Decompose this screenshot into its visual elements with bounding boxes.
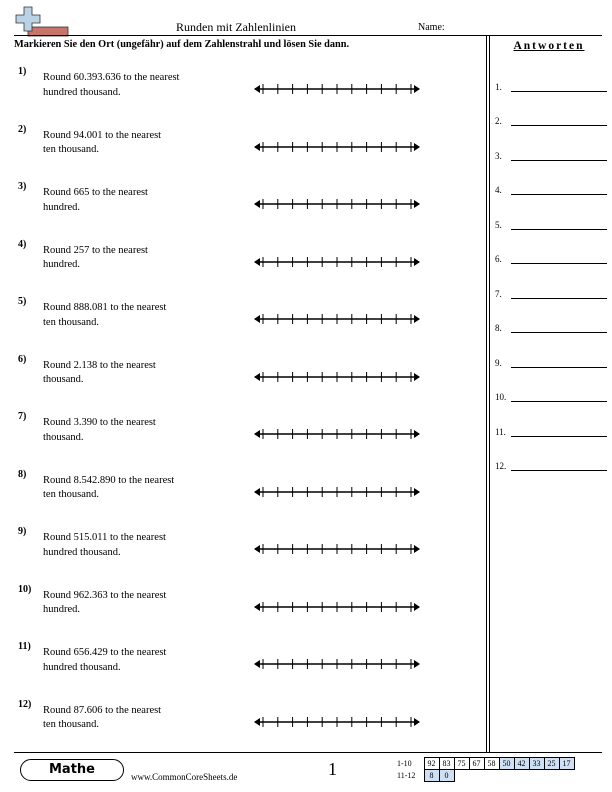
answer-row <box>495 285 607 299</box>
problem-text-line: hundred. <box>43 604 81 615</box>
problem-text-line: Round 94.001 to the nearest <box>43 129 162 141</box>
answer-blank[interactable] <box>511 91 607 92</box>
arrow-right-icon <box>414 545 420 553</box>
answer-blank[interactable] <box>511 332 607 333</box>
problem-item <box>18 181 478 221</box>
score-cell: 33 <box>529 758 544 770</box>
number-line[interactable] <box>253 426 421 442</box>
number-line[interactable] <box>253 541 421 557</box>
answer-number: 10. <box>495 392 507 402</box>
problem-text <box>43 301 218 330</box>
score-cell: 83 <box>439 758 454 770</box>
arrow-right-icon <box>414 315 420 323</box>
arrow-left-icon <box>254 545 260 553</box>
footer-divider <box>14 752 602 753</box>
problem-text <box>43 359 218 388</box>
arrow-right-icon <box>414 430 420 438</box>
problem-item <box>18 584 478 624</box>
answer-number: 5. <box>495 220 502 230</box>
answer-row <box>495 216 607 230</box>
problem-number: 10) <box>18 583 32 595</box>
answer-row <box>495 354 607 368</box>
number-line[interactable] <box>253 714 421 730</box>
answer-number: 3. <box>495 151 502 161</box>
problem-text-line: ten thousand. <box>43 144 99 155</box>
problem-item <box>18 296 478 336</box>
arrow-left-icon <box>254 488 260 496</box>
page-number: 1 <box>328 759 337 779</box>
problem-number: 7) <box>18 411 27 422</box>
problem-text-line: ten thousand. <box>43 489 99 500</box>
answer-number: 8. <box>495 323 502 333</box>
problem-text-line: hundred. <box>43 201 81 213</box>
answer-blank[interactable] <box>511 160 607 161</box>
problem-text-line: Round 3.390 to the nearest <box>43 417 156 428</box>
answer-number: 2. <box>495 116 502 126</box>
number-line[interactable] <box>253 599 421 615</box>
column-divider-right <box>489 36 490 753</box>
problem-text <box>43 186 218 215</box>
answer-row <box>495 181 607 195</box>
answer-number: 6. <box>495 254 502 264</box>
column-divider-left <box>486 36 487 753</box>
problem-text-line: Round 2.138 to the nearest <box>43 359 156 371</box>
problem-number: 2) <box>18 123 27 135</box>
problem-text-line: Round 515.011 to the nearest <box>43 532 166 543</box>
problem-text-line: hundred thousand. <box>43 661 121 673</box>
site-link[interactable]: www.CommonCoreSheets.de <box>131 772 238 782</box>
problem-text-line: Round 87.606 to the nearest <box>43 704 162 716</box>
problem-text <box>43 531 218 560</box>
problem-number: 3) <box>18 181 27 192</box>
score-row-label: 11-12 <box>397 771 416 780</box>
answer-number: 11. <box>495 427 506 437</box>
answer-row <box>495 319 607 333</box>
problem-text <box>43 646 218 675</box>
problem-text-line: Round 656.429 to the nearest <box>43 647 167 658</box>
problem-number: 1) <box>18 66 27 77</box>
answer-blank[interactable] <box>511 229 607 230</box>
arrow-left-icon <box>254 258 260 266</box>
problem-text-line: ten thousand. <box>43 719 99 730</box>
answer-blank[interactable] <box>511 367 607 368</box>
answer-number: 12. <box>495 461 507 471</box>
problem-text-line: thousand. <box>43 431 84 443</box>
problem-item <box>18 699 478 739</box>
problem-text <box>43 416 218 445</box>
score-cell: 67 <box>469 758 484 770</box>
logo-icon <box>14 6 70 38</box>
name-label: Name: <box>418 22 445 33</box>
number-line[interactable] <box>253 311 421 327</box>
problem-number: 11) <box>18 641 31 652</box>
problem-number: 12) <box>18 698 32 710</box>
answer-blank[interactable] <box>511 125 607 126</box>
score-cell: 8 <box>424 770 439 782</box>
arrow-left-icon <box>254 315 260 323</box>
arrow-right-icon <box>414 603 420 611</box>
problem-text <box>43 71 218 100</box>
problem-text <box>43 474 218 503</box>
score-cell: 75 <box>454 758 469 770</box>
answer-number: 1. <box>495 82 502 92</box>
arrow-left-icon <box>254 718 260 726</box>
answer-row <box>495 250 607 264</box>
arrow-right-icon <box>414 373 420 381</box>
answer-row <box>495 423 607 437</box>
problem-text-line: Round 962.363 to the nearest <box>43 589 167 601</box>
score-row <box>396 758 574 770</box>
arrow-left-icon <box>254 660 260 668</box>
answer-row <box>495 388 607 402</box>
problem-text-line: Round 888.081 to the nearest <box>43 302 167 313</box>
arrow-left-icon <box>254 200 260 208</box>
answers-title: Antworten <box>513 40 585 52</box>
problem-number: 8) <box>18 468 27 480</box>
arrow-right-icon <box>414 85 420 93</box>
problem-item <box>18 411 478 451</box>
score-cell: 42 <box>514 758 529 770</box>
problem-item <box>18 66 478 106</box>
answer-blank[interactable] <box>511 298 607 299</box>
problem-text <box>43 129 218 158</box>
arrow-right-icon <box>414 718 420 726</box>
problem-item <box>18 641 478 681</box>
number-line[interactable] <box>253 196 421 212</box>
arrow-left-icon <box>254 373 260 381</box>
number-line[interactable] <box>253 81 421 97</box>
arrow-right-icon <box>414 143 420 151</box>
problem-item <box>18 124 478 164</box>
page-title: Runden mit Zahlenlinien <box>176 20 296 34</box>
score-cell: 50 <box>499 758 514 770</box>
score-cell: 58 <box>484 758 499 770</box>
answer-row <box>495 78 607 92</box>
problem-text <box>43 244 218 273</box>
number-line[interactable] <box>253 656 421 672</box>
score-cell: 92 <box>424 758 439 770</box>
answer-blank[interactable] <box>511 401 607 402</box>
problem-text-line: ten thousand. <box>43 316 99 328</box>
subject-badge: Mathe <box>20 759 124 781</box>
arrow-left-icon <box>254 143 260 151</box>
answer-number: 9. <box>495 358 502 368</box>
problem-number: 4) <box>18 238 27 250</box>
problem-text-line: hundred thousand. <box>43 546 121 558</box>
answer-row <box>495 147 607 161</box>
problem-text-line: thousand. <box>43 374 84 385</box>
problem-text <box>43 704 218 733</box>
problem-text <box>43 589 218 618</box>
instructions: Markieren Sie den Ort (ungefähr) auf dem Zahlenstrahl und lösen Sie dann. <box>14 39 350 50</box>
arrow-right-icon <box>414 200 420 208</box>
answer-row <box>495 457 607 471</box>
problem-text-line: hundred thousand. <box>43 86 121 98</box>
problem-text-line: Round 60.393.636 to the nearest <box>43 72 180 83</box>
arrow-left-icon <box>254 430 260 438</box>
problem-number: 6) <box>18 353 27 365</box>
answer-number: 7. <box>495 289 502 299</box>
score-cell: 17 <box>559 758 574 770</box>
problem-number: 9) <box>18 526 27 537</box>
arrow-left-icon <box>254 603 260 611</box>
problem-text-line: Round 8.542.890 to the nearest <box>43 474 175 486</box>
header-divider <box>14 35 602 36</box>
problem-number: 5) <box>18 296 27 307</box>
score-table <box>396 757 575 782</box>
problem-text-line: Round 257 to the nearest <box>43 244 148 256</box>
arrow-left-icon <box>254 85 260 93</box>
problem-text-line: hundred. <box>43 259 81 270</box>
answer-blank[interactable] <box>511 263 607 264</box>
problem-item <box>18 239 478 279</box>
score-cell: 25 <box>544 758 559 770</box>
number-line[interactable] <box>253 369 421 385</box>
answer-number: 4. <box>495 185 502 195</box>
score-row <box>396 770 574 782</box>
problem-item <box>18 526 478 566</box>
number-line[interactable] <box>253 139 421 155</box>
arrow-right-icon <box>414 258 420 266</box>
arrow-right-icon <box>414 488 420 496</box>
score-cell: 0 <box>439 770 454 782</box>
arrow-right-icon <box>414 660 420 668</box>
number-line[interactable] <box>253 484 421 500</box>
answer-blank[interactable] <box>511 436 607 437</box>
number-line[interactable] <box>253 254 421 270</box>
problem-item <box>18 354 478 394</box>
score-row-label: 1-10 <box>397 759 412 768</box>
answer-blank[interactable] <box>511 194 607 195</box>
problem-item <box>18 469 478 509</box>
answer-blank[interactable] <box>511 470 607 471</box>
problem-text-line: Round 665 to the nearest <box>43 187 148 198</box>
answer-row <box>495 112 607 126</box>
